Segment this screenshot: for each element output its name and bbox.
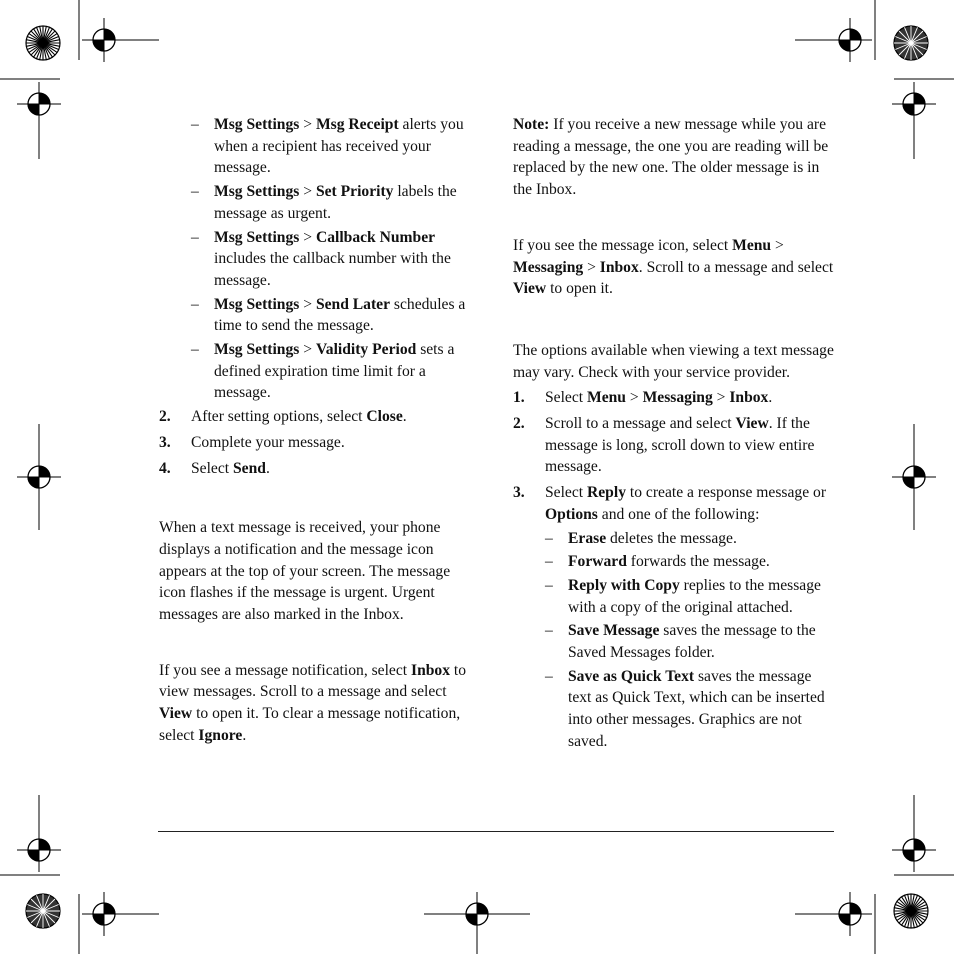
list-item: – Msg Settings > Send Later schedules a time to send the message.: [191, 295, 466, 335]
list-item: – Msg Settings > Msg Receipt alerts you when a recipient has received your message.: [191, 116, 464, 177]
step-item: 3. Select Reply to create a response message or Options and one of the following: – Erase deletes the message. – Forward forwards the message. – Reply with Copy replies to the message with a copy of the original attached. – Save Message saves the message to the Saved Messages folder. – Save as Quick Text saves the message text as Quick Text, which can be inserted into other messages. Graphics are not saved.: [513, 482, 835, 752]
list-item: – Msg Settings > Set Priority labels the message as urgent.: [191, 183, 457, 222]
step-item: 2. After setting options, select Close.: [159, 408, 407, 426]
step-item: 3. Complete your message.: [159, 433, 345, 451]
list-item: – Reply with Copy replies to the message with a copy of the original attached.: [545, 576, 821, 616]
message-icon-paragraph: If you see the message icon, select Menu > Messaging > Inbox. Scroll to a message and select View to open it.: [513, 236, 834, 298]
list-item: – Save as Quick Text saves the message text as Quick Text, which can be inserted into other messages. Graphics are not saved.: [545, 667, 825, 750]
list-item: – Msg Settings > Validity Period sets a defined expiration time limit for a message.: [191, 341, 455, 402]
receive-paragraph: When a text message is received, your phone displays a notification and the message icon appears at the top of your screen. The message icon flashes if the message is urgent. Urgent messages are also marked in the Inbox.: [159, 519, 451, 624]
list-item: – Erase deletes the message.: [545, 529, 737, 547]
list-item: – Forward forwards the message.: [545, 553, 770, 571]
note-paragraph: Note: If you receive a new message while you are reading a message, the one you are reading will be replaced by the new one. The older message is in the Inbox.: [513, 116, 829, 199]
notification-paragraph: If you see a message notification, select Inbox to view messages. Scroll to a message and select View to open it. To clear a message notification, select Ignore.: [159, 661, 467, 744]
list-item: – Save Message saves the message to the Saved Messages folder.: [545, 622, 816, 662]
step-item: 4. Select Send.: [159, 459, 270, 477]
step-item: 1. Select Menu > Messaging > Inbox.: [513, 389, 773, 407]
options-paragraph: The options available when viewing a text message may vary. Check with your service provider.: [513, 341, 834, 381]
step-item: 2. Scroll to a message and select View. If the message is long, scroll down to view entire message.: [513, 415, 815, 476]
list-item: – Msg Settings > Callback Number includes the callback number with the message.: [191, 228, 451, 289]
